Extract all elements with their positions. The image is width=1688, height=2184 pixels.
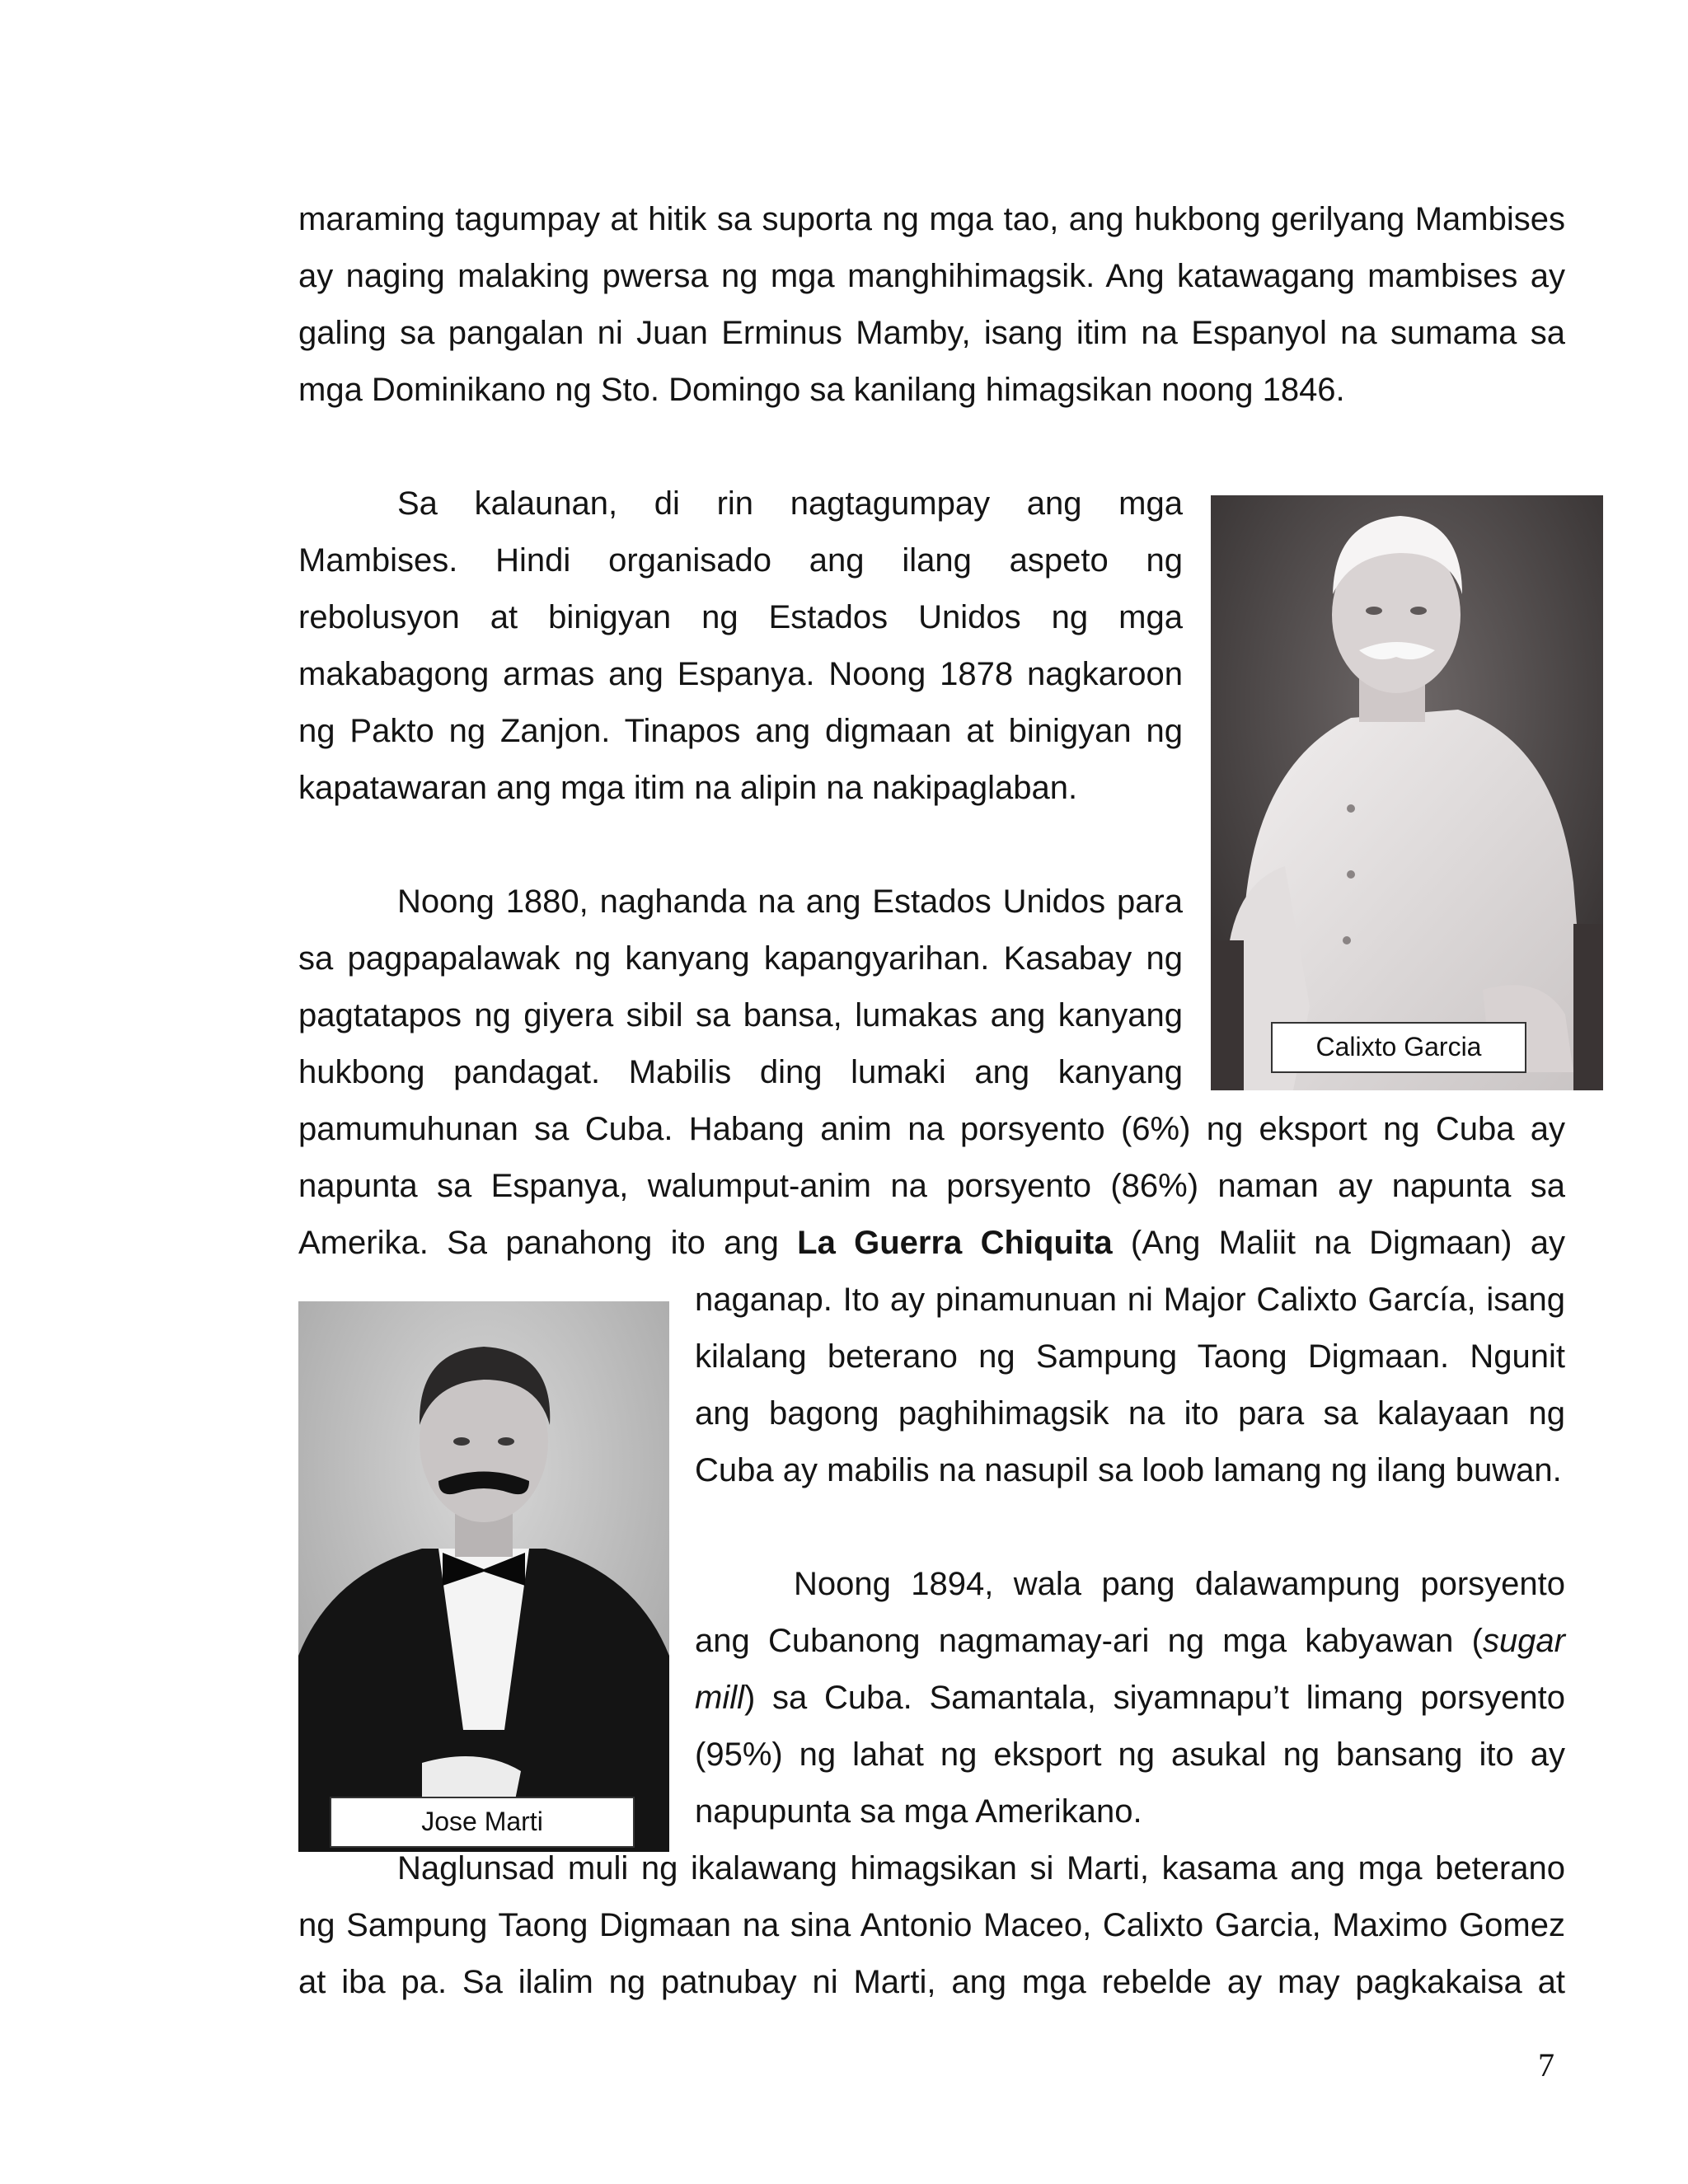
paragraph-1-line: galing sa pangalan ni Juan Erminus Mamby, isang itim na Espanyol na sumama sa (298, 315, 1565, 351)
paragraph-2-line: rebolusyon at binigyan ng Estados Unidos ng mga (298, 599, 1183, 635)
paragraph-3-line (298, 1223, 1565, 1263)
paragraph-3-line: hukbong pandagat. Mabilis ding lumaki ang kanyang (298, 1054, 1183, 1090)
paragraph-3-line: pamumuhunan sa Cuba. Habang anim na porsyento (6%) ng eksport ng Cuba ay (298, 1111, 1565, 1147)
paragraph-5-line: ng Sampung Taong Digmaan na sina Antonio Maceo, Calixto Garcia, Maximo Gomez (298, 1907, 1565, 1943)
mill-italic: mill (695, 1680, 744, 1716)
paragraph-4-line (695, 1621, 1565, 1661)
sugar-italic: sugar (1482, 1623, 1565, 1659)
paragraph-1-line: ay naging malaking pwersa ng mga manghihimagsik. Ang katawagang mambises ay (298, 258, 1565, 294)
paragraph-1-line: maraming tagumpay at hitik sa suporta ng mga tao, ang hukbong gerilyang Mambises (298, 201, 1565, 237)
paragraph-4-line: Noong 1894, wala pang dalawampung porsyento (794, 1566, 1565, 1602)
paragraph-3-line: kilalang beterano ng Sampung Taong Digmaan. Ngunit (695, 1338, 1565, 1375)
la-guerra-chiquita-bold: La Guerra Chiquita (797, 1225, 1113, 1261)
paragraph-2-line: makabagong armas ang Espanya. Noong 1878 nagkaroon (298, 656, 1183, 692)
paragraph-2-line: ng Pakto ng Zanjon. Tinapos ang digmaan at binigyan ng (298, 713, 1183, 749)
calixto-garcia-photo (1211, 495, 1603, 1090)
paragraph-1-line: mga Dominikano ng Sto. Domingo sa kanilang himagsikan noong 1846. (298, 372, 1345, 408)
paragraph-5-line: Naglunsad muli ng ikalawang himagsikan si Marti, kasama ang mga beterano (397, 1850, 1565, 1886)
paragraph-3-line: ang bagong paghihimagsik na ito para sa kalayaan ng (695, 1395, 1565, 1432)
calixto-garcia-caption: Calixto Garcia (1271, 1022, 1526, 1073)
jose-marti-caption: Jose Marti (330, 1797, 635, 1848)
paragraph-3-line: sa pagpapalawak ng kanyang kapangyarihan. Kasabay ng (298, 940, 1183, 977)
jose-marti-photo (298, 1301, 669, 1852)
paragraph-2-line: kapatawaran ang mga itim na alipin na nakipaglaban. (298, 770, 1078, 806)
paragraph-3-line: pagtatapos ng giyera sibil sa bansa, lumakas ang kanyang (298, 997, 1183, 1033)
paragraph-3-line: napunta sa Espanya, walumput-anim na porsyento (86%) naman ay napunta sa (298, 1168, 1565, 1204)
paragraph-4-line (695, 1678, 1565, 1718)
paragraph-3-line: naganap. Ito ay pinamunuan ni Major Calixto García, isang (695, 1282, 1565, 1318)
paragraph-4-text: ) sa Cuba. Samantala, siyamnapu’t limang porsyento (743, 1680, 1565, 1716)
paragraph-2-line: Sa kalaunan, di rin nagtagumpay ang mga (397, 485, 1183, 522)
paragraph-3-line: Noong 1880, naghanda na ang Estados Unidos para (397, 883, 1183, 920)
paragraph-4-text: ang Cubanong nagmamay-ari ng mga kabyawan ( (695, 1623, 1483, 1659)
jose-marti-portrait-icon (298, 1301, 669, 1852)
paragraph-4-line: (95%) ng lahat ng eksport ng asukal ng bansang ito ay (695, 1736, 1565, 1773)
page-number: 7 (1538, 2046, 1554, 2083)
paragraph-3-text: Amerika. Sa panahong ito ang (298, 1225, 798, 1261)
calixto-garcia-portrait-icon (1211, 495, 1603, 1090)
paragraph-2-line: Mambises. Hindi organisado ang ilang aspeto ng (298, 542, 1183, 579)
paragraph-3-text: (Ang Maliit na Digmaan) ay (1112, 1225, 1565, 1261)
paragraph-5-line: at iba pa. Sa ilalim ng patnubay ni Marti, ang mga rebelde ay may pagkakaisa at (298, 1964, 1565, 2000)
paragraph-4-line: napupunta sa mga Amerikano. (695, 1793, 1142, 1830)
paragraph-3-line: Cuba ay mabilis na nasupil sa loob lamang ng ilang buwan. (695, 1452, 1562, 1488)
